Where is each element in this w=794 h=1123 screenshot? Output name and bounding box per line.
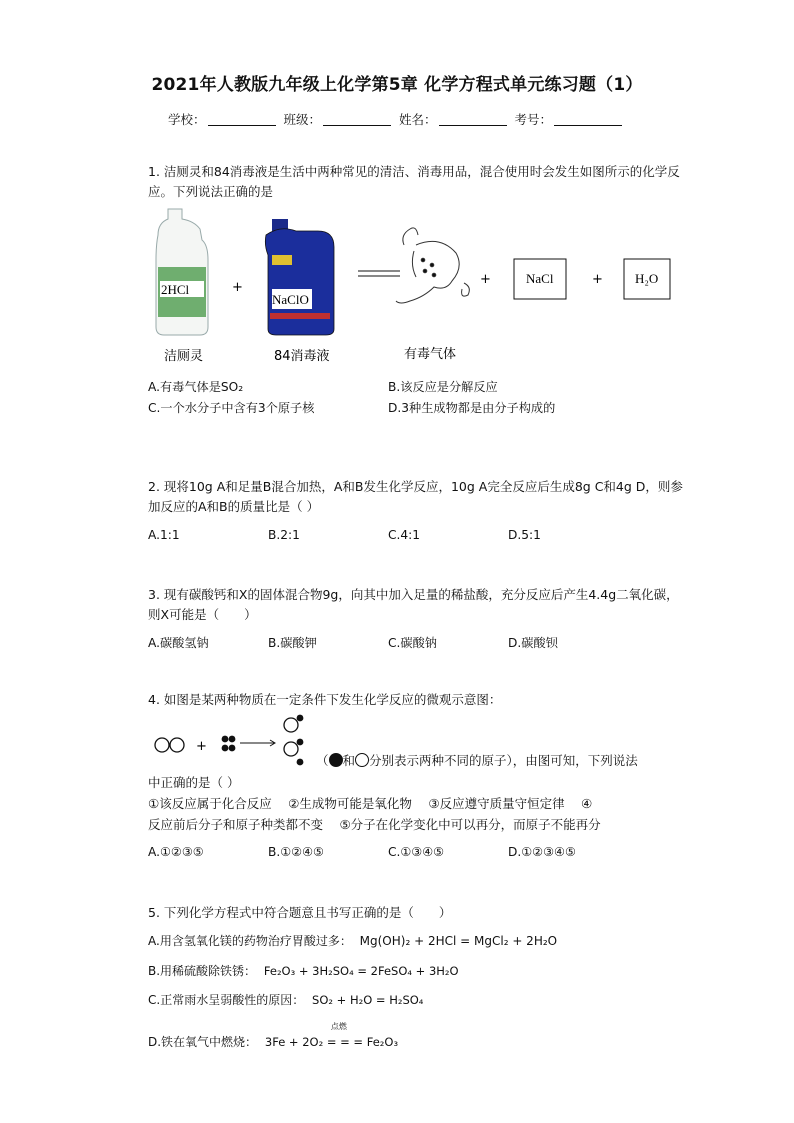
q1-stem: 1. 洁厕灵和84消毒液是生活中两种常见的清洁、消毒用品，混合使用时会发生如图所示的化学反应。下列说法正确的是 — [148, 164, 680, 199]
name-label: 姓名： — [398, 112, 437, 127]
q4-line2: 中正确的是（ ） — [148, 775, 240, 790]
toxic-gas-cloud — [396, 228, 469, 303]
q4-option-d[interactable]: D.①②③④⑤ — [508, 845, 576, 859]
q1-option-c[interactable]: C.一个水分子中含有3个原子核 — [148, 401, 315, 415]
name-blank — [439, 113, 507, 126]
class-label: 班级： — [283, 112, 321, 127]
q2-options — [148, 528, 668, 548]
bottle1-formula: 2HCl — [161, 282, 190, 297]
q4-statements-line1: ①该反应属于化合反应 ②生成物可能是氧化物 ③反应遵守质量守恒定律 ④ — [148, 796, 593, 811]
disinfectant-bottle — [265, 219, 334, 335]
exam-no-label: 考号： — [514, 112, 552, 127]
q5-b-equation: Fe₂O₃ + 3H₂SO₄ = 2FeSO₄ + 3H₂O — [263, 964, 459, 978]
q1-reaction-figure — [148, 205, 688, 370]
q1-options — [148, 378, 668, 418]
q2-option-a[interactable]: A.1:1 — [148, 528, 180, 542]
q3-stem: 3. 现有碳酸钙和X的固体混合物9g，向其中加入足量的稀盐酸，充分反应后产生4.4g二氧化碳，则X可能是（ ） — [148, 587, 679, 622]
filled-atom-icon — [329, 753, 343, 767]
q4-option-b[interactable]: B.①②④⑤ — [268, 845, 324, 859]
q3-options — [148, 634, 668, 654]
bottle2-name: 84消毒液 — [274, 349, 330, 364]
school-blank — [208, 113, 276, 126]
q5-b-label: B.用稀硫酸除铁锈： — [148, 964, 257, 978]
bottle1-name: 洁厕灵 — [164, 349, 204, 364]
q4-legend-line — [316, 751, 638, 769]
q5-d-equation-wrap — [264, 1022, 399, 1049]
q2-stem: 2. 现将10g A和足量B混合加热，A和B发生化学反应，10g A完全反应后生成8g C和4g D，则参加反应的A和B的质量比是（ ） — [148, 479, 683, 514]
q1-option-a[interactable]: A.有毒气体是SO₂ — [148, 380, 244, 394]
q4-option-c[interactable]: C.①③④⑤ — [388, 845, 445, 859]
toilet-cleaner-bottle — [156, 209, 208, 335]
q3-option-c[interactable]: C.碳酸钠 — [388, 636, 437, 650]
q1-option-d[interactable]: D.3种生成物都是由分子构成的 — [388, 401, 556, 415]
school-label: 学校： — [167, 112, 206, 127]
legend-and: 和 — [342, 753, 356, 768]
class-blank — [323, 113, 391, 126]
q5-option-d[interactable] — [148, 1022, 399, 1050]
bottle2-formula: NaClO — [272, 292, 309, 307]
q4-stem: 4. 如图是某两种物质在一定条件下发生化学反应的微观示意图： — [148, 692, 502, 707]
q2-option-c[interactable]: C.4:1 — [388, 528, 420, 542]
q5-option-b[interactable] — [148, 962, 459, 979]
plus-1: + — [232, 280, 243, 295]
q5-option-c[interactable] — [148, 991, 423, 1008]
open-atom-icon — [355, 753, 369, 767]
q5-a-label: A.用含氢氧化镁的药物治疗胃酸过多： — [148, 934, 352, 948]
q5-a-equation: Mg(OH)₂ + 2HCl = MgCl₂ + 2H₂O — [359, 934, 558, 948]
water-label: H₂O — [635, 271, 659, 286]
q5-d-condition: 点燃 — [330, 1022, 347, 1031]
nacl-label: NaCl — [526, 271, 554, 286]
legend-open: （ — [316, 753, 329, 768]
q4-micro-diagram — [148, 712, 318, 776]
q5-stem: 5. 下列化学方程式中符合题意且书写正确的是（ ） — [148, 905, 452, 920]
reaction-arrow — [358, 271, 400, 276]
legend-rest: 分别表示两种不同的原子），由图可知，下列说法 — [369, 753, 638, 768]
plus-3: + — [592, 272, 603, 287]
student-info-line — [0, 110, 794, 128]
q5-d-label: D.铁在氧气中燃烧： — [148, 1035, 258, 1049]
page-title: 2021年人教版九年级上化学第5章 化学方程式单元练习题（1） — [151, 75, 643, 95]
toxic-gas-label: 有毒气体 — [404, 347, 457, 362]
q3-option-d[interactable]: D.碳酸钡 — [508, 636, 558, 650]
q5-c-label: C.正常雨水呈弱酸性的原因： — [148, 993, 305, 1007]
svg-text:+: + — [196, 739, 207, 754]
exam-no-blank — [554, 113, 622, 126]
q4-options — [148, 845, 668, 865]
q2-option-d[interactable]: D.5:1 — [508, 528, 541, 542]
q4-option-a[interactable]: A.①②③⑤ — [148, 845, 204, 859]
plus-2: + — [480, 272, 491, 287]
q3-option-a[interactable]: A.碳酸氢钠 — [148, 636, 209, 650]
q2-option-b[interactable]: B.2:1 — [268, 528, 300, 542]
q1-option-b[interactable]: B.该反应是分解反应 — [388, 380, 498, 394]
q4-statements-line2: 反应前后分子和原子种类都不变 ⑤分子在化学变化中可以再分，而原子不能再分 — [148, 817, 601, 832]
q5-c-equation: SO₂ + H₂O = H₂SO₄ — [312, 993, 424, 1007]
q3-option-b[interactable]: B.碳酸钾 — [268, 636, 317, 650]
q5-d-equation: 3Fe + 2O₂ = = = Fe₂O₃ — [264, 1035, 399, 1049]
q5-option-a[interactable] — [148, 932, 557, 949]
